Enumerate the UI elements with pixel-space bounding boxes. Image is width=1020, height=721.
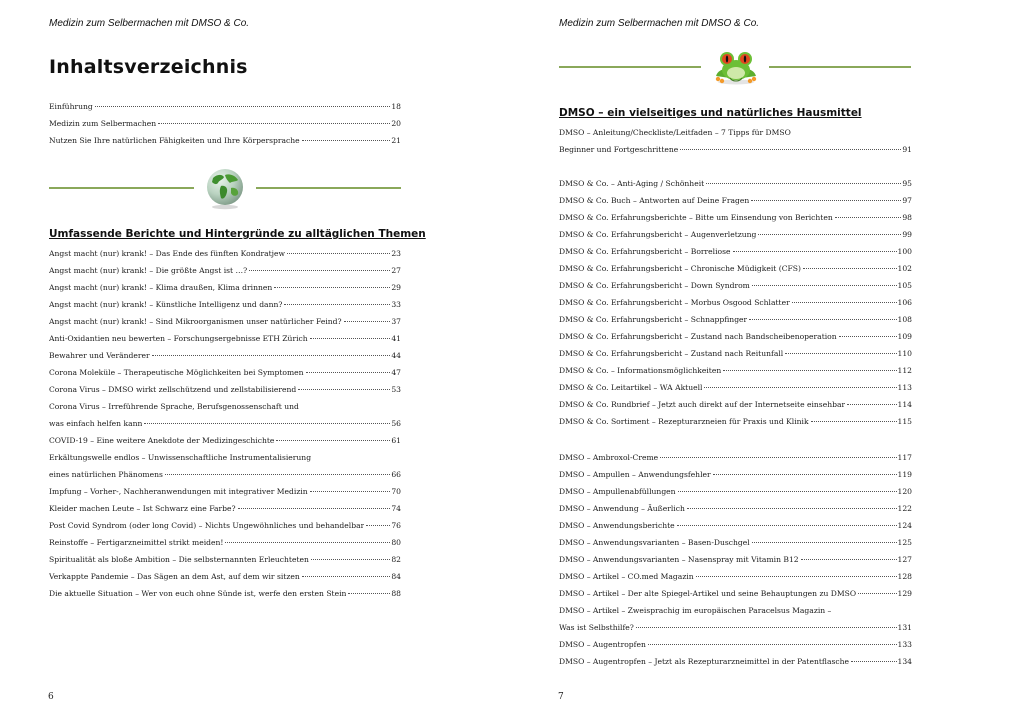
toc-leader-dots <box>302 140 391 141</box>
toc-entry <box>49 419 401 436</box>
toc-entry-title: Einführung <box>49 102 93 111</box>
toc-entry-title: Angst macht (nur) krank! – Klima draußen, Klima drinnen <box>49 283 273 292</box>
divider-line-left <box>49 187 194 189</box>
toc-leader-dots <box>713 474 897 475</box>
toc-leader-dots <box>165 474 390 475</box>
toc-entry-title: Kleider machen Leute – Ist Schwarz eine Farbe? <box>49 504 236 513</box>
toc-entry <box>559 128 912 145</box>
toc-entry-page: 98 <box>902 213 912 222</box>
toc-entry <box>49 487 401 504</box>
toc-entry-page: 133 <box>897 640 912 649</box>
toc-entry <box>49 572 401 589</box>
toc-entry <box>559 145 912 162</box>
toc-entry <box>559 196 912 213</box>
toc-entry-title: DMSO & Co. Rundbrief – Jetzt auch direkt auf der Internetseite einsehbar <box>559 400 846 409</box>
toc-entry-page: 37 <box>391 317 401 326</box>
toc-entry-page: 122 <box>897 504 912 513</box>
toc-leader-dots <box>225 542 390 543</box>
toc-entry <box>559 453 912 470</box>
toc-entry-title: COVID-19 – Eine weitere Anekdote der Medizingeschichte <box>49 436 275 445</box>
toc-leader-dots <box>284 304 390 305</box>
toc-entry-title: Reinstoffe – Fertigarzneimittel strikt meiden! <box>49 538 224 547</box>
toc-entry-title: DMSO & Co. Erfahrungsbericht – Morbus Osgood Schlatter <box>559 298 790 307</box>
frog-icon <box>708 46 764 86</box>
toc-leader-dots <box>249 270 390 271</box>
toc-entry-title: DMSO – Artikel – Zweisprachig im europäischen Paracelsus Magazin – <box>559 606 832 615</box>
toc-entry-title: DMSO – Ampullen – Anwendungsfehler <box>559 470 711 479</box>
toc-leader-dots <box>678 491 897 492</box>
toc-entry-title: Die aktuelle Situation – Wer von euch ohne Sünde ist, werfe den ersten Stein <box>49 589 347 598</box>
toc-entry <box>559 538 912 555</box>
toc-entry-title: Post Covid Syndrom (oder long Covid) – Nichts Ungewöhnliches und behandelbar <box>49 521 365 530</box>
toc-entry-page: 105 <box>897 281 912 290</box>
toc-leader-dots <box>348 593 390 594</box>
toc-leader-dots <box>839 336 897 337</box>
toc-leader-dots <box>144 423 390 424</box>
toc-entry <box>49 351 401 368</box>
toc-entry <box>559 589 912 606</box>
toc-entry-page: 120 <box>897 487 912 496</box>
toc-leader-dots <box>751 200 901 201</box>
toc-entry-page: 124 <box>897 521 912 530</box>
toc-leader-dots <box>302 576 391 577</box>
toc-entry-page: 84 <box>391 572 401 581</box>
toc-entry <box>49 385 401 402</box>
toc-leader-dots <box>752 285 897 286</box>
toc-entry-page: 119 <box>897 470 912 479</box>
toc-leader-dots <box>749 319 896 320</box>
toc-leader-dots <box>636 627 897 628</box>
toc-entry <box>559 417 912 434</box>
toc-entry-title: DMSO & Co. Erfahrungsbericht – Zustand nach Reitunfall <box>559 349 784 358</box>
toc-entry-page: 127 <box>897 555 912 564</box>
toc-entry-page: 115 <box>897 417 912 426</box>
toc-entry-title: DMSO – Anwendungsvarianten – Nasenspray mit Vitamin B12 <box>559 555 799 564</box>
toc-entry-page: 70 <box>391 487 401 496</box>
toc-entry-title: Corona Moleküle – Therapeutische Möglichkeiten bei Symptomen <box>49 368 304 377</box>
toc-entry-page: 113 <box>897 383 912 392</box>
toc-entry <box>559 623 912 640</box>
toc-entry-title: DMSO & Co. Sortiment – Rezepturarzneien für Praxis und Klinik <box>559 417 809 426</box>
toc-entry-page: 20 <box>391 119 401 128</box>
toc-entry <box>559 230 912 247</box>
toc-entry-page: 129 <box>897 589 912 598</box>
page-number: 7 <box>558 692 564 702</box>
toc-entry-page: 125 <box>897 538 912 547</box>
toc-entry-title: Was ist Selbsthilfe? <box>559 623 634 632</box>
toc-entry <box>559 179 912 196</box>
toc-entry-page: 128 <box>897 572 912 581</box>
toc-entry-title: DMSO – Anleitung/Checkliste/Leitfaden – 7 Tipps für DMSO <box>559 128 791 137</box>
toc-entry <box>559 470 912 487</box>
toc-entry-page: 18 <box>391 102 401 111</box>
toc-entry <box>49 249 401 266</box>
globe-icon <box>203 166 247 210</box>
toc-leader-dots <box>704 387 896 388</box>
page-number: 6 <box>48 692 54 702</box>
toc-entry-page: 100 <box>897 247 912 256</box>
toc-entry <box>559 657 912 674</box>
toc-entry-page: 53 <box>391 385 401 394</box>
toc-group-1 <box>559 128 912 162</box>
toc-entry-title: DMSO – Ampullenabfüllungen <box>559 487 676 496</box>
toc-entry-title: DMSO & Co. Erfahrungsbericht – Augenverletzung <box>559 230 757 239</box>
toc-entry-title: DMSO – Augentropfen – Jetzt als Rezepturarzneimittel in der Patentflasche <box>559 657 850 666</box>
toc-leader-dots <box>648 644 897 645</box>
toc-entry-page: 109 <box>897 332 912 341</box>
toc-entry-page: 91 <box>902 145 912 154</box>
divider-line-right <box>769 66 911 68</box>
toc-leader-dots <box>752 542 897 543</box>
section-heading: DMSO – ein vielseitiges und natürliches Hausmittel <box>559 107 862 119</box>
toc-entry-page: 117 <box>897 453 912 462</box>
toc-leader-dots <box>311 559 390 560</box>
toc-entry-title: Angst macht (nur) krank! – Sind Mikroorganismen unser natürlicher Feind? <box>49 317 342 326</box>
toc-group-2 <box>559 179 912 434</box>
toc-entry-title: DMSO & Co. Erfahrungsbericht – Borreliose <box>559 247 731 256</box>
section-heading: Umfassende Berichte und Hintergründe zu alltäglichen Themen <box>49 228 426 240</box>
toc-leader-dots <box>677 525 897 526</box>
toc-entry-page: 41 <box>391 334 401 343</box>
toc-entry <box>559 332 912 349</box>
toc-leader-dots <box>366 525 390 526</box>
toc-leader-dots <box>733 251 897 252</box>
toc-entry <box>49 402 401 419</box>
toc-entry <box>559 572 912 589</box>
toc-leader-dots <box>801 559 897 560</box>
toc-leader-dots <box>758 234 901 235</box>
toc-entry-page: 80 <box>391 538 401 547</box>
toc-entry <box>559 383 912 400</box>
toc-entry-page: 21 <box>391 136 401 145</box>
running-header: Medizin zum Selbermachen mit DMSO & Co. <box>49 18 250 29</box>
toc-entry-title: DMSO & Co. Buch – Antworten auf Deine Fragen <box>559 196 750 205</box>
toc-entry-page: 33 <box>391 300 401 309</box>
toc-entry-page: 97 <box>902 196 912 205</box>
toc-entry-title: DMSO & Co. Erfahrungsberichte – Bitte um Einsendung von Berichten <box>559 213 833 222</box>
toc-entry-page: 61 <box>391 436 401 445</box>
toc-entry <box>49 266 401 283</box>
toc-entry-page: 56 <box>391 419 401 428</box>
toc-entry-title: DMSO – Augentropfen <box>559 640 646 649</box>
toc-entry <box>49 136 401 153</box>
toc-entry <box>49 102 401 119</box>
toc-entry-title: Angst macht (nur) krank! – Das Ende des fünften Kondratjew <box>49 249 286 258</box>
toc-leader-dots <box>785 353 896 354</box>
toc-entry-page: 99 <box>902 230 912 239</box>
toc-entry-title: was einfach helfen kann <box>49 419 143 428</box>
page-title: Inhaltsverzeichnis <box>49 56 248 78</box>
toc-entry-title: DMSO – Artikel – Der alte Spiegel-Artikel und seine Behauptungen zu DMSO <box>559 589 857 598</box>
toc-entry <box>559 298 912 315</box>
toc-entry-title: Angst macht (nur) krank! – Die größte Angst ist …? <box>49 266 248 275</box>
toc-entry-title: Corona Virus – DMSO wirkt zellschützend und zellstabilisierend <box>49 385 297 394</box>
toc-entry-page: 131 <box>897 623 912 632</box>
toc-leader-dots <box>344 321 391 322</box>
toc-leader-dots <box>803 268 897 269</box>
toc-entry-title: DMSO – Anwendung – Äußerlich <box>559 504 685 513</box>
toc-leader-dots <box>723 370 896 371</box>
toc-leader-dots <box>792 302 897 303</box>
toc-entry <box>559 606 912 623</box>
toc-entry-title: Erkältungswelle endlos – Unwissenschaftliche Instrumentalisierung <box>49 453 312 462</box>
toc-leader-dots <box>306 372 391 373</box>
toc-entry-page: 44 <box>391 351 401 360</box>
toc-entry <box>559 213 912 230</box>
toc-leader-dots <box>687 508 897 509</box>
toc-entry-title: DMSO & Co. Erfahrungsbericht – Down Syndrom <box>559 281 750 290</box>
toc-entry-page: 76 <box>391 521 401 530</box>
toc-leader-dots <box>95 106 391 107</box>
toc-entry-title: Spiritualität als bloße Ambition – Die selbsternannten Erleuchteten <box>49 555 309 564</box>
toc-entry <box>559 504 912 521</box>
toc-entry-title: DMSO – Anwendungsberichte <box>559 521 675 530</box>
toc-entry-title: Corona Virus – Irreführende Sprache, Berufsgenossenschaft und <box>49 402 299 411</box>
toc-leader-dots <box>310 338 391 339</box>
toc-group-3 <box>559 453 912 674</box>
toc-entry-title: DMSO & Co. Erfahrungsbericht – Zustand nach Bandscheibenoperation <box>559 332 837 341</box>
toc-entry <box>49 436 401 453</box>
toc-entry <box>49 453 401 470</box>
toc-entry <box>559 487 912 504</box>
toc-entry-title: Anti-Oxidantien neu bewerten – Forschungsergebnisse ETH Zürich <box>49 334 308 343</box>
toc-entry <box>49 589 401 606</box>
toc-entry-title: Verkappte Pandemie – Das Sägen an dem Ast, auf dem wir sitzen <box>49 572 300 581</box>
toc-leader-dots <box>274 287 390 288</box>
toc-entry <box>559 281 912 298</box>
toc-entry-title: DMSO – Artikel – CO.med Magazin <box>559 572 694 581</box>
toc-entry-page: 23 <box>391 249 401 258</box>
toc-leader-dots <box>152 355 391 356</box>
toc-entry <box>49 538 401 555</box>
toc-entry-title: Beginner und Fortgeschrittene <box>559 145 679 154</box>
toc-leader-dots <box>811 421 897 422</box>
toc-entry-title: eines natürlichen Phänomens <box>49 470 163 479</box>
toc-entry-title: Bewahrer und Veränderer <box>49 351 150 360</box>
toc-entry-title: DMSO & Co. Erfahrungsbericht – Schnappfinger <box>559 315 748 324</box>
toc-entry <box>49 521 401 538</box>
toc-entry-page: 134 <box>897 657 912 666</box>
toc-entry <box>559 400 912 417</box>
toc-entry <box>49 368 401 385</box>
toc-entry-title: Medizin zum Selbermachen <box>49 119 157 128</box>
toc-entry-page: 88 <box>391 589 401 598</box>
main-toc-list <box>49 249 401 606</box>
toc-leader-dots <box>298 389 390 390</box>
toc-entry-page: 47 <box>391 368 401 377</box>
toc-leader-dots <box>660 457 896 458</box>
toc-entry <box>559 555 912 572</box>
toc-entry-page: 112 <box>897 366 912 375</box>
toc-entry-page: 66 <box>391 470 401 479</box>
divider-line-right <box>256 187 401 189</box>
toc-entry <box>559 640 912 657</box>
toc-entry <box>559 264 912 281</box>
running-header: Medizin zum Selbermachen mit DMSO & Co. <box>559 18 760 29</box>
toc-leader-dots <box>310 491 391 492</box>
toc-entry <box>49 317 401 334</box>
toc-entry <box>49 283 401 300</box>
toc-leader-dots <box>706 183 901 184</box>
toc-entry-title: Nutzen Sie Ihre natürlichen Fähigkeiten und Ihre Körpersprache <box>49 136 300 145</box>
toc-entry-page: 82 <box>391 555 401 564</box>
toc-entry-page: 29 <box>391 283 401 292</box>
toc-entry-page: 114 <box>897 400 912 409</box>
toc-entry <box>49 300 401 317</box>
toc-entry-title: Angst macht (nur) krank! – Künstliche Intelligenz und dann? <box>49 300 283 309</box>
toc-entry-title: DMSO & Co. – Informationsmöglichkeiten <box>559 366 722 375</box>
toc-entry-page: 110 <box>897 349 912 358</box>
toc-entry <box>49 555 401 572</box>
toc-entry <box>49 470 401 487</box>
intro-toc-list <box>49 102 401 153</box>
toc-entry-page: 108 <box>897 315 912 324</box>
toc-entry-title: Impfung – Vorher-, Nachheranwendungen mit integrativer Medizin <box>49 487 308 496</box>
toc-leader-dots <box>238 508 391 509</box>
toc-entry-page: 95 <box>902 179 912 188</box>
toc-entry <box>49 334 401 351</box>
toc-entry-page: 106 <box>897 298 912 307</box>
toc-entry <box>559 315 912 332</box>
toc-leader-dots <box>158 123 390 124</box>
toc-entry-page: 102 <box>897 264 912 273</box>
toc-entry <box>49 504 401 521</box>
toc-entry-title: DMSO & Co. – Anti-Aging / Schönheit <box>559 179 705 188</box>
toc-entry <box>559 366 912 383</box>
right-page <box>510 0 1020 721</box>
toc-entry <box>559 521 912 538</box>
toc-entry-title: DMSO & Co. Erfahrungsbericht – Chronische Müdigkeit (CFS) <box>559 264 801 273</box>
toc-leader-dots <box>276 440 390 441</box>
toc-leader-dots <box>858 593 896 594</box>
toc-leader-dots <box>851 661 896 662</box>
toc-entry <box>559 349 912 366</box>
toc-entry-title: DMSO – Anwendungsvarianten – Basen-Duschgel <box>559 538 750 547</box>
toc-leader-dots <box>287 253 390 254</box>
toc-entry-page: 74 <box>391 504 401 513</box>
toc-leader-dots <box>835 217 902 218</box>
divider-line-left <box>559 66 701 68</box>
toc-entry-page: 27 <box>391 266 401 275</box>
toc-entry-title: DMSO – Ambroxol-Creme <box>559 453 659 462</box>
toc-entry-title: DMSO & Co. Leitartikel – WA Aktuell <box>559 383 703 392</box>
toc-entry <box>559 247 912 264</box>
toc-entry <box>49 119 401 136</box>
toc-leader-dots <box>696 576 897 577</box>
toc-leader-dots <box>847 404 896 405</box>
toc-leader-dots <box>680 149 901 150</box>
